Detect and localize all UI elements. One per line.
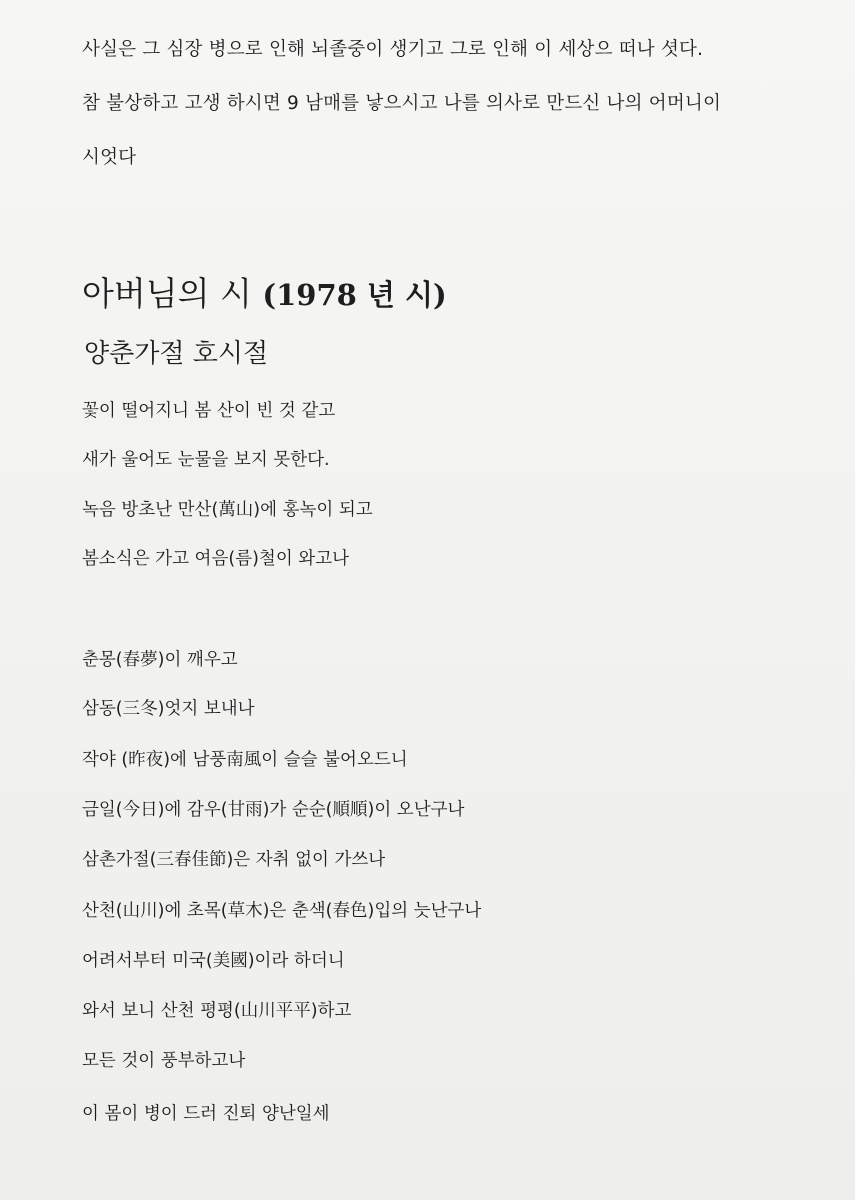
poem-line: 이 몸이 병이 드러 진퇴 양난일세 xyxy=(82,1104,330,1124)
poem-line: 와서 보니 산천 평평(山川平平)하고 xyxy=(82,1001,352,1021)
poem-line: 새가 울어도 눈물을 보지 못한다. xyxy=(82,450,330,470)
poem-line: 산천(山川)에 초목(草木)은 춘색(春色)입의 늣난구나 xyxy=(82,901,482,921)
poem-line: 작야 (昨夜)에 남풍南風이 슬슬 불어오드니 xyxy=(82,750,408,770)
poem-line: 삼동(三冬)엇지 보내나 xyxy=(82,699,255,719)
poem-line: 꽃이 떨어지니 봄 산이 빈 것 같고 xyxy=(82,401,336,421)
poem-line: 춘몽(春夢)이 깨우고 xyxy=(82,650,238,670)
poem-line: 삼촌가절(三春佳節)은 자취 없이 가쓰나 xyxy=(82,850,386,870)
poem-line: 어려서부터 미국(美國)이라 하더니 xyxy=(82,951,345,971)
poem-line: 봄소식은 가고 여음(름)철이 와고나 xyxy=(82,549,350,569)
poem-line: 모든 것이 풍부하고나 xyxy=(82,1051,246,1071)
intro-line-2: 참 불상하고 고생 하시면 9 남매를 낳으시고 나를 의사로 만드신 나의 어머니이 xyxy=(82,93,722,114)
poem-line: 녹음 방초난 만산(萬山)에 홍녹이 되고 xyxy=(82,500,373,520)
poem-title-text: 아버님의 시 xyxy=(82,274,252,313)
poem-subtitle: 양춘가절 호시절 xyxy=(84,339,269,369)
poem-title xyxy=(82,268,447,315)
intro-line-3: 시엇다 xyxy=(82,147,137,168)
poem-line: 금일(今日)에 감우(甘雨)가 순순(順順)이 오난구나 xyxy=(82,800,465,820)
poem-title-year: (1978 년 시) xyxy=(262,278,447,312)
intro-line-1: 사실은 그 심장 병으로 인해 뇌졸중이 생기고 그로 인해 이 세상으 떠나 셧다. xyxy=(82,39,704,60)
